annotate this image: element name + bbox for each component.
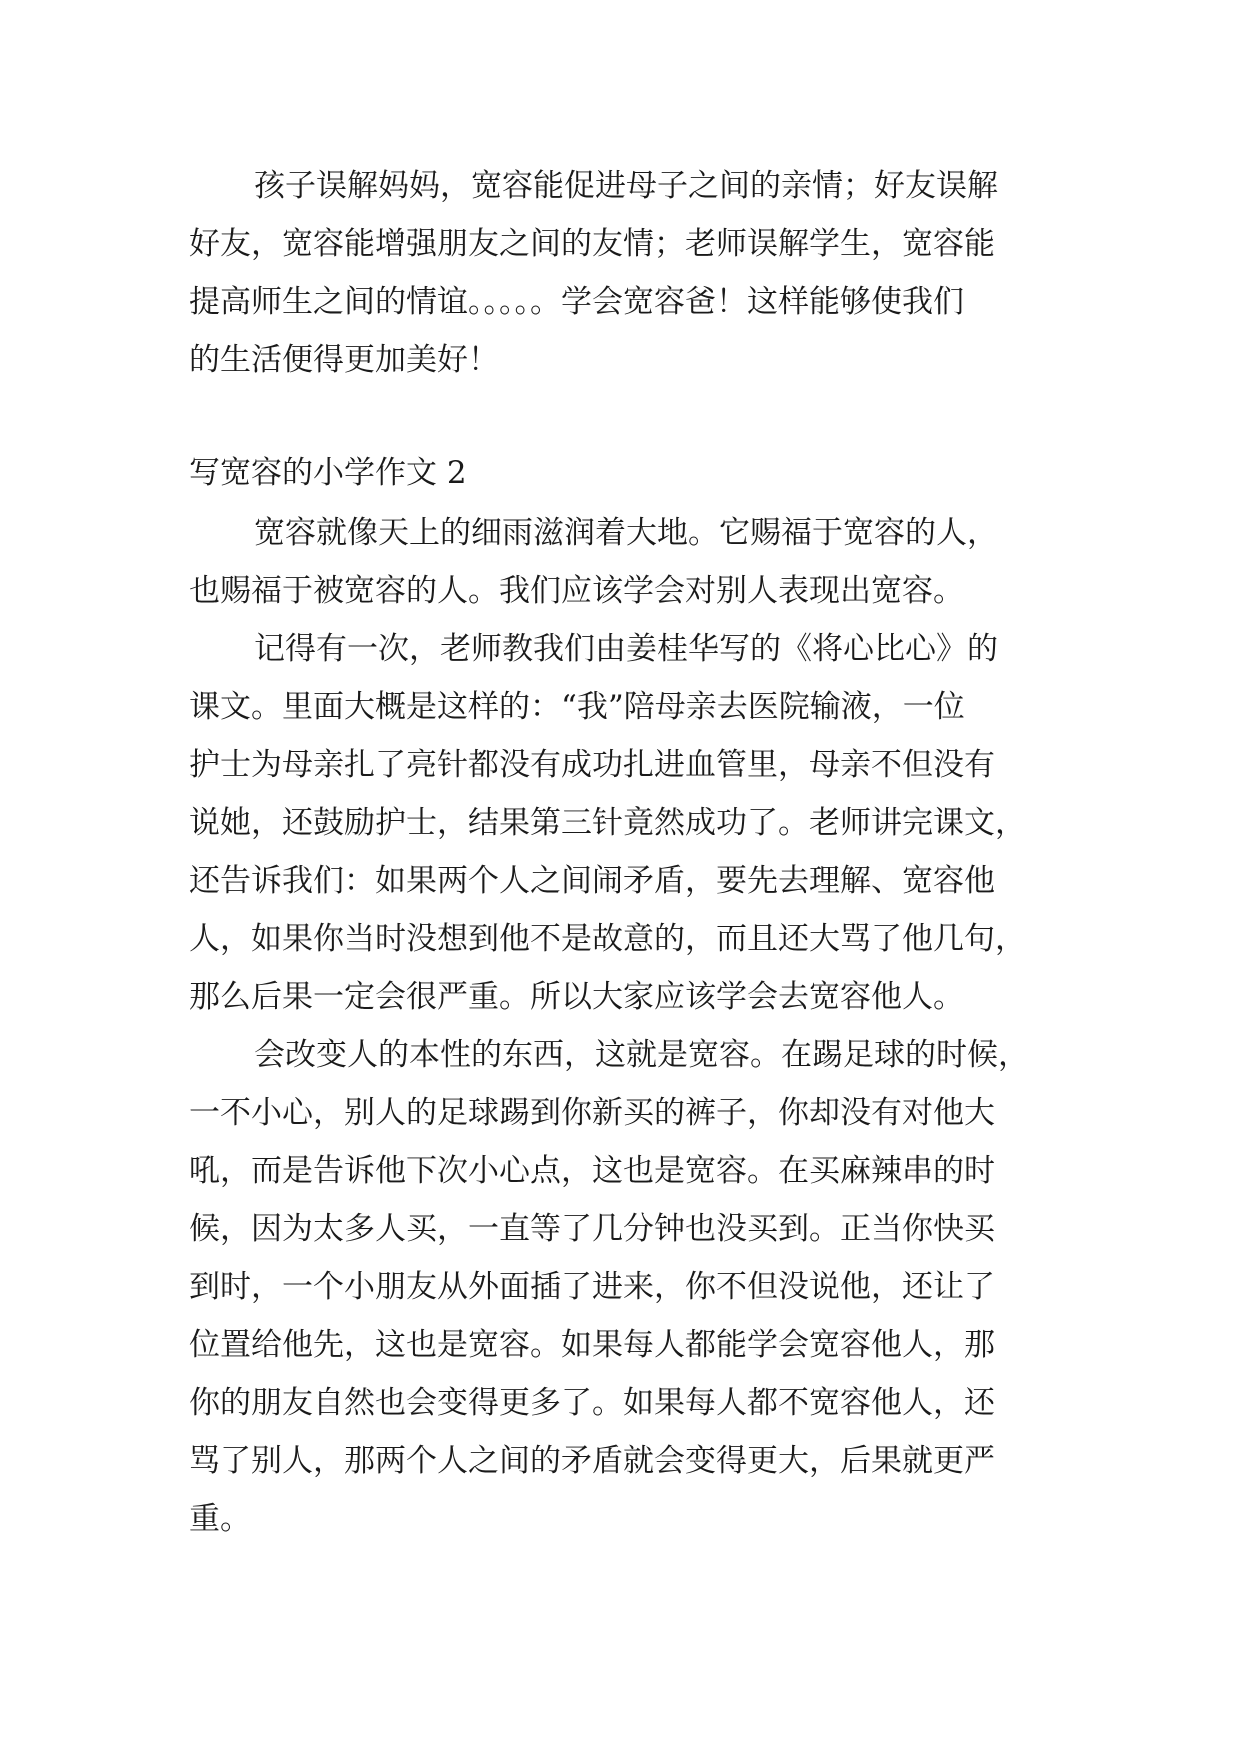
section-heading: 写宽容的小学作文 2 xyxy=(189,455,467,491)
text-line: 孩子误解妈妈，宽容能促进母子之间的亲情；好友误解 xyxy=(254,168,998,204)
text-line: 记得有一次，老师教我们由姜桂华写的《将心比心》的 xyxy=(254,631,998,667)
text-line: 说她，还鼓励护士，结果第三针竟然成功了。老师讲完课文， xyxy=(189,805,1026,841)
text-line: 到时，一个小朋友从外面插了进来，你不但没说他，还让了 xyxy=(189,1269,995,1305)
text-line: 骂了别人，那两个人之间的矛盾就会变得更大，后果就更严 xyxy=(189,1443,995,1479)
text-line: 课文。里面大概是这样的：“我”陪母亲去医院输液，一位 xyxy=(189,689,965,725)
text-line: 重。 xyxy=(189,1501,251,1537)
text-line: 也赐福于被宽容的人。我们应该学会对别人表现出宽容。 xyxy=(189,573,964,609)
text-line: 护士为母亲扎了亮针都没有成功扎进血管里，母亲不但没有 xyxy=(189,747,995,783)
text-line: 还告诉我们：如果两个人之间闹矛盾，要先去理解、宽容他 xyxy=(189,863,995,899)
text-line: 一不小心，别人的足球踢到你新买的裤子，你却没有对他大 xyxy=(189,1095,995,1131)
text-line: 的生活便得更加美好！ xyxy=(189,342,499,378)
text-line: 人，如果你当时没想到他不是故意的，而且还大骂了他几句， xyxy=(189,921,1026,957)
text-line: 宽容就像天上的细雨滋润着大地。它赐福于宽容的人， xyxy=(254,515,998,551)
text-line: 候，因为太多人买，一直等了几分钟也没买到。正当你快买 xyxy=(189,1211,995,1247)
text-line: 吼，而是告诉他下次小心点，这也是宽容。在买麻辣串的时 xyxy=(189,1153,995,1189)
text-line: 好友，宽容能增强朋友之间的友情；老师误解学生，宽容能 xyxy=(189,226,995,262)
text-line: 提高师生之间的情谊。。。。。学会宽容爸！这样能够使我们 xyxy=(189,284,964,320)
text-line: 那么后果一定会很严重。所以大家应该学会去宽容他人。 xyxy=(189,979,964,1015)
text-line: 你的朋友自然也会变得更多了。如果每人都不宽容他人，还 xyxy=(189,1385,995,1421)
text-line: 会改变人的本性的东西，这就是宽容。在踢足球的时候， xyxy=(254,1037,1029,1073)
text-line: 位置给他先，这也是宽容。如果每人都能学会宽容他人，那 xyxy=(189,1327,995,1363)
